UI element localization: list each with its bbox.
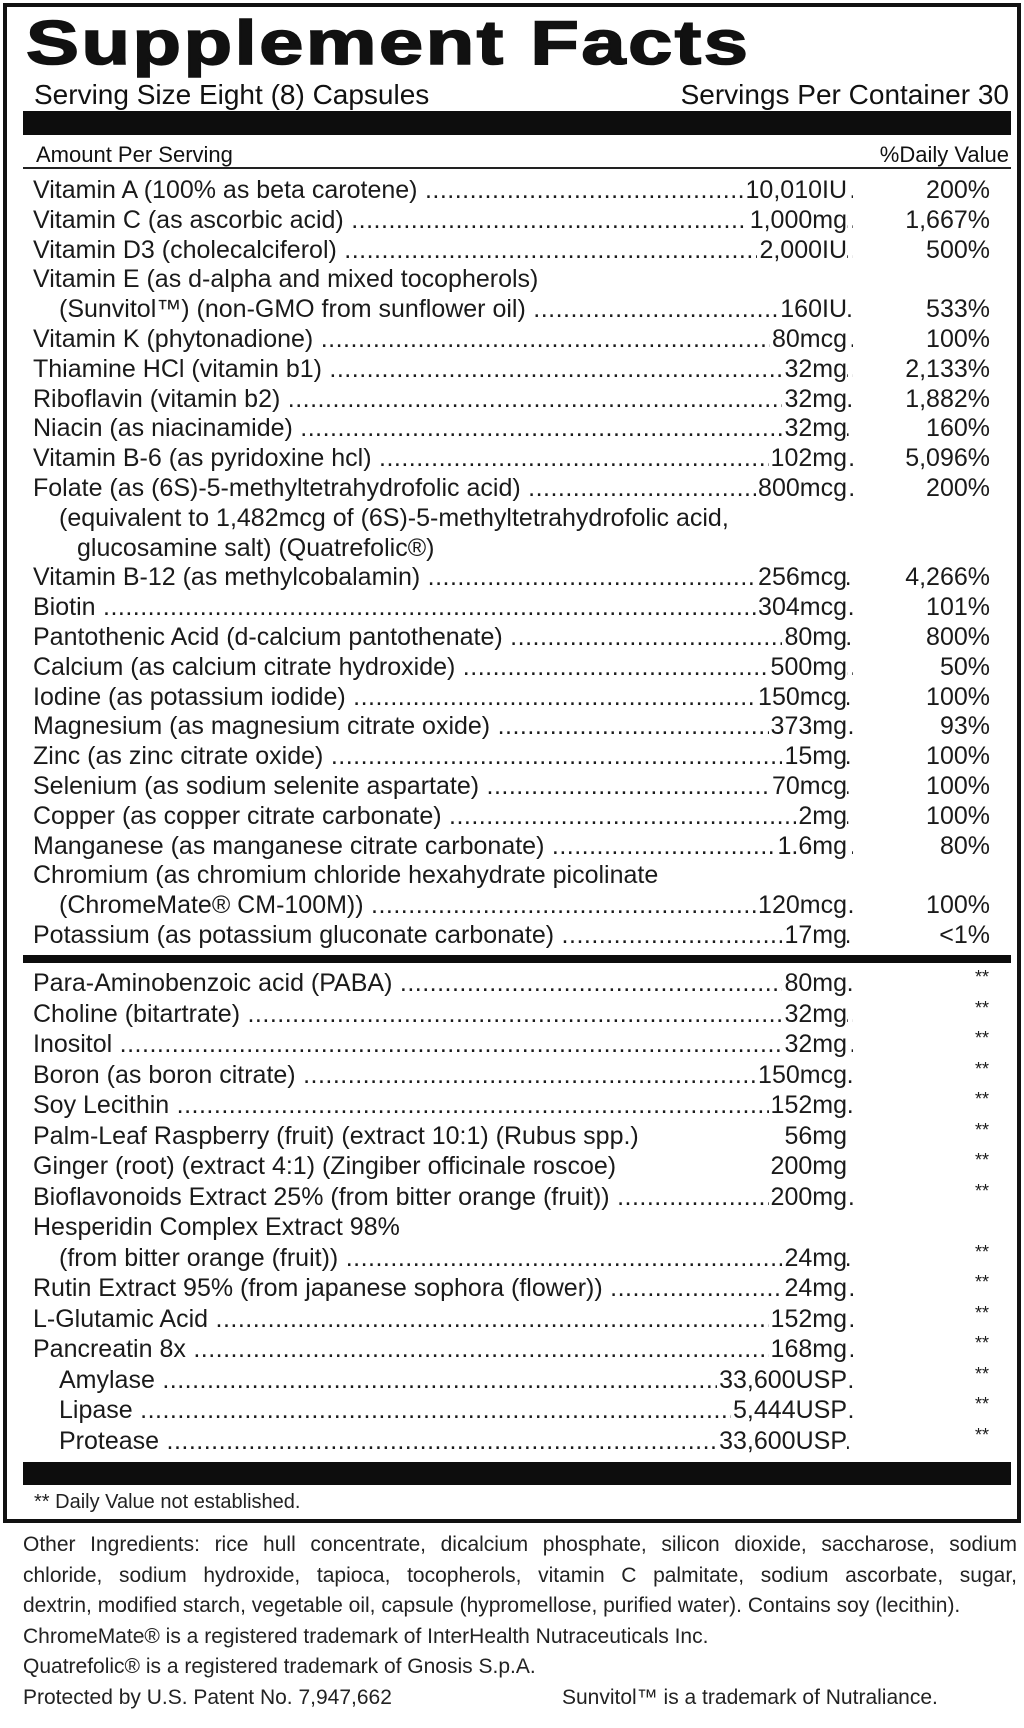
- daily-value-percent: 200%: [926, 176, 990, 204]
- daily-value-percent: **: [974, 1119, 989, 1140]
- thick-divider-bottom: [23, 1462, 1011, 1485]
- daily-value-percent: 50%: [939, 652, 990, 681]
- ingredient-name: L-Glutamic Acid .....: [33, 1304, 853, 1334]
- daily-value-percent: 4,266%: [905, 563, 990, 592]
- daily-value-percent: 100%: [926, 742, 990, 771]
- other-ingredient-row: [7, 1395, 1017, 1425]
- other-ingredient-row: [7, 1365, 1017, 1395]
- ingredient-name: Chromium (as chromium chloride hexahydrate picolinate: [33, 861, 659, 890]
- ingredient-amount: 2mg: [798, 801, 847, 830]
- nutrient-row: [7, 592, 1017, 622]
- other-ingredient-row: [7, 1151, 1017, 1181]
- ingredient-amount: 152mg: [770, 1304, 847, 1333]
- ingredient-amount: 10,010IU: [745, 176, 847, 204]
- daily-value-percent: **: [974, 1424, 989, 1445]
- ingredient-amount: 32mg: [784, 354, 847, 383]
- daily-value-percent: 100%: [926, 801, 990, 830]
- daily-value-footnote: ** Daily Value not established.: [34, 1491, 301, 1513]
- other-ingredient-row: [7, 1304, 1017, 1334]
- other-ingredient-row: [7, 1090, 1017, 1120]
- ingredient-amount: 32mg: [784, 1030, 847, 1058]
- ingredient-name: Vitamin B-12 (as methylcobalamin) .....: [33, 562, 853, 592]
- amount-per-serving-header: Amount Per Serving: [36, 142, 233, 167]
- ingredient-name: Iodine (as potassium iodide) .....: [33, 682, 853, 712]
- ingredient-name: Choline (bitartrate) .....: [33, 999, 853, 1029]
- ingredient-name: Zinc (as zinc citrate oxide) .....: [33, 741, 853, 771]
- ingredient-name: Calcium (as calcium citrate hydroxide) .....: [33, 652, 853, 682]
- ingredient-name: Thiamine HCl (vitamin b1) .....: [33, 354, 853, 384]
- ingredient-amount: 33,600USP: [719, 1426, 847, 1455]
- other-ingredients-line-2: chloride, sodium hydroxide, tapioca, tocopherols, vitamin C palmitate, sodium ascorbate, sugar,: [23, 1563, 1017, 1587]
- nutrient-row: [7, 682, 1017, 712]
- ingredient-amount: 200mg: [770, 1182, 847, 1211]
- ingredient-name: Copper (as copper citrate carbonate) .....: [33, 801, 853, 831]
- other-ingredient-row: [7, 1212, 1017, 1242]
- other-ingredient-row: [7, 968, 1017, 998]
- panel-title: Supplement Facts: [26, 9, 751, 78]
- nutrient-row: [7, 890, 1017, 920]
- ingredient-name: Para-Aminobenzoic acid (PABA) .....: [33, 968, 853, 998]
- other-ingredient-row: [7, 1334, 1017, 1364]
- other-ingredient-row: [7, 1243, 1017, 1273]
- other-ingredients-block: [23, 1530, 1017, 1713]
- ingredient-amount: 24mg: [784, 1243, 847, 1272]
- daily-value-percent: **: [974, 967, 989, 987]
- nutrient-row: [7, 562, 1017, 592]
- ingredient-name: Inositol .....: [33, 1029, 853, 1059]
- daily-value-percent: 100%: [926, 891, 990, 920]
- ingredient-name: Palm-Leaf Raspberry (fruit) (extract 10:1) (Rubus spp.): [33, 1121, 639, 1150]
- ingredient-name: (Sunvitol™) (non-GMO from sunflower oil) .....: [59, 294, 853, 324]
- daily-value-percent: **: [974, 1363, 989, 1384]
- ingredient-name: (ChromeMate® CM-100M)) .....: [59, 890, 853, 920]
- other-ingredient-row: [7, 1121, 1017, 1151]
- ingredient-amount: 70mcg: [771, 772, 847, 800]
- ingredient-amount: 373mg: [770, 712, 847, 741]
- patent-trademark-row: [23, 1683, 1017, 1714]
- nutrient-row: [7, 533, 1017, 563]
- supplement-facts-panel: [3, 3, 1021, 1523]
- ingredient-amount: 160IU: [780, 295, 847, 324]
- ingredient-name: Vitamin E (as d-alpha and mixed tocopherols): [33, 265, 539, 294]
- ingredient-name: Niacin (as niacinamide) .....: [33, 413, 853, 443]
- daily-value-percent: 1,667%: [905, 205, 990, 234]
- daily-value-percent: 2,133%: [905, 354, 990, 383]
- thick-divider-middle: [23, 955, 1011, 963]
- ingredient-amount: 2,000IU: [759, 235, 847, 264]
- other-ingredient-row: [7, 1060, 1017, 1090]
- ingredient-name: Rutin Extract 95% (from japanese sophora (flower)) .....: [33, 1273, 853, 1303]
- daily-value-percent: 100%: [926, 772, 990, 800]
- ingredient-name: Vitamin B-6 (as pyridoxine hcl) .....: [33, 443, 853, 473]
- ingredient-amount: 168mg: [770, 1335, 847, 1363]
- ingredient-name: (from bitter orange (fruit)) .....: [59, 1243, 853, 1273]
- other-ingredient-row: [7, 999, 1017, 1029]
- ingredient-name: (equivalent to 1,482mcg of (6S)-5-methyltetrahydrofolic acid,: [59, 503, 729, 532]
- ingredient-amount: 80mg: [784, 969, 847, 997]
- daily-value-percent: **: [974, 1180, 989, 1201]
- ingredient-amount: 32mg: [784, 414, 847, 443]
- thick-divider-top: [23, 111, 1011, 135]
- ingredient-amount: 17mg: [784, 921, 847, 949]
- nutrient-row: [7, 860, 1017, 890]
- ingredient-amount: 24mg: [784, 1274, 847, 1302]
- nutrient-row: [7, 175, 1017, 205]
- ingredient-name: glucosamine salt) (Quatrefolic®): [77, 533, 435, 562]
- daily-value-percent: 533%: [926, 295, 990, 324]
- chromemate-trademark: ChromeMate® is a registered trademark of InterHealth Nutraceuticals Inc.: [23, 1624, 709, 1648]
- other-ingredients-line-1: Other Ingredients: rice hull concentrate, dicalcium phosphate, silicon dioxide, saccharose, sodium: [23, 1533, 1017, 1556]
- nutrient-row: [7, 205, 1017, 235]
- daily-value-percent: **: [974, 1089, 989, 1109]
- ingredient-amount: 150mcg: [758, 682, 847, 711]
- nutrient-row: [7, 711, 1017, 741]
- ingredient-amount: 80mg: [784, 623, 847, 651]
- nutrient-row: [7, 235, 1017, 265]
- other-ingredient-row: [7, 1029, 1017, 1059]
- ingredient-amount: 5,444USP: [733, 1396, 847, 1424]
- nutrient-row: [7, 354, 1017, 384]
- daily-value-percent: 93%: [939, 712, 990, 741]
- daily-value-percent: 80%: [939, 831, 990, 860]
- ingredient-amount: 32mg: [784, 384, 847, 413]
- nutrient-row: [7, 324, 1017, 354]
- daily-value-percent: 5,096%: [905, 444, 990, 473]
- ingredient-amount: 150mcg: [758, 1060, 847, 1089]
- serving-size: Serving Size Eight (8) Capsules: [34, 79, 430, 110]
- nutrient-row: [7, 801, 1017, 831]
- nutrient-row: [7, 652, 1017, 682]
- daily-value-percent: **: [974, 1394, 989, 1414]
- nutrient-row: [7, 831, 1017, 861]
- ingredient-amount: 500mg: [770, 652, 847, 681]
- daily-value-percent: **: [974, 1302, 989, 1323]
- ingredient-name: Amylase .....: [59, 1365, 853, 1395]
- daily-value-percent: **: [974, 1150, 989, 1170]
- ingredient-amount: 304mcg: [758, 593, 847, 622]
- ingredient-name: Boron (as boron citrate) .....: [33, 1060, 853, 1090]
- nutrient-row: [7, 920, 1017, 950]
- ingredient-name: Pantothenic Acid (d-calcium pantothenate) .....: [33, 622, 853, 652]
- nutrient-row: [7, 622, 1017, 652]
- daily-value-percent: **: [974, 997, 989, 1018]
- other-ingredients-line-3: dextrin, modified starch, vegetable oil, capsule (hypromellose, purified water). Contains soy (lecithin).: [23, 1594, 961, 1617]
- ingredient-name: Biotin .....: [33, 592, 853, 622]
- daily-value-percent: 800%: [926, 623, 990, 651]
- ingredient-name: Vitamin D3 (cholecalciferol) .....: [33, 235, 853, 265]
- ingredient-name: Folate (as (6S)-5-methyltetrahydrofolic acid) .....: [33, 473, 853, 503]
- ingredient-name: Bioflavonoids Extract 25% (from bitter orange (fruit)) .....: [33, 1182, 853, 1212]
- nutrient-row: [7, 741, 1017, 771]
- ingredient-name: Pancreatin 8x .....: [33, 1334, 853, 1364]
- nutrient-row: [7, 384, 1017, 414]
- nutrient-row: [7, 473, 1017, 503]
- ingredient-amount: 800mcg: [758, 474, 847, 502]
- nutrient-row: [7, 264, 1017, 294]
- sunvitol-trademark: Sunvitol™ is a trademark of Nutraliance.: [562, 1685, 938, 1709]
- ingredient-amount: 102mg: [770, 444, 847, 473]
- ingredient-amount: 200mg: [763, 1151, 847, 1181]
- daily-value-percent: **: [974, 1272, 989, 1292]
- ingredient-amount: 120mcg: [758, 891, 847, 920]
- ingredient-amount: 152mg: [770, 1091, 847, 1119]
- other-ingredient-row: [7, 1426, 1017, 1456]
- ingredient-amount: 15mg: [784, 742, 847, 771]
- daily-value-percent: 500%: [926, 235, 990, 264]
- ingredient-name: Vitamin C (as ascorbic acid) .....: [33, 205, 853, 235]
- ingredient-name: Vitamin A (100% as beta carotene) .....: [33, 175, 853, 205]
- ingredient-amount: 1.6mg: [777, 831, 847, 860]
- ingredient-name: Ginger (root) (extract 4:1) (Zingiber officinale roscoe): [33, 1152, 617, 1180]
- daily-value-percent: 100%: [926, 682, 990, 711]
- daily-value-percent: 1,882%: [905, 384, 990, 413]
- ingredient-name: Protease .....: [59, 1426, 853, 1456]
- ingredient-name: Manganese (as manganese citrate carbonate) .....: [33, 831, 853, 861]
- ingredient-name: Lipase .....: [59, 1395, 853, 1425]
- daily-value-percent: **: [974, 1241, 989, 1262]
- daily-value-percent: 160%: [926, 414, 990, 443]
- daily-value-percent: **: [974, 1333, 989, 1353]
- patent-notice: Protected by U.S. Patent No. 7,947,662: [23, 1685, 392, 1709]
- daily-value-percent: 200%: [926, 474, 990, 502]
- other-ingredient-row: [7, 1273, 1017, 1303]
- daily-value-percent: **: [974, 1028, 989, 1048]
- nutrient-row: [7, 443, 1017, 473]
- ingredient-amount: 56mg: [776, 1121, 847, 1151]
- thin-divider: [23, 167, 1011, 169]
- ingredient-amount: 256mcg: [758, 563, 847, 592]
- ingredient-amount: 1,000mg: [749, 205, 847, 234]
- ingredient-name: Potassium (as potassium gluconate carbonate) .....: [33, 920, 853, 950]
- nutrient-row: [7, 294, 1017, 324]
- ingredient-name: Vitamin K (phytonadione) .....: [33, 324, 853, 354]
- daily-value-percent: **: [974, 1058, 989, 1079]
- ingredient-name: Riboflavin (vitamin b2) .....: [33, 384, 853, 414]
- ingredient-name: Selenium (as sodium selenite aspartate) .....: [33, 771, 853, 801]
- ingredient-name: Magnesium (as magnesium citrate oxide) .....: [33, 711, 853, 741]
- nutrient-row: [7, 503, 1017, 533]
- ingredient-name: Soy Lecithin .....: [33, 1090, 853, 1120]
- daily-value-header: %Daily Value: [879, 142, 1009, 167]
- nutrient-row: [7, 413, 1017, 443]
- nutrient-row: [7, 771, 1017, 801]
- ingredient-amount: 80mcg: [771, 325, 847, 353]
- ingredient-amount: 32mg: [784, 999, 847, 1028]
- other-ingredient-row: [7, 1182, 1017, 1212]
- ingredient-amount: 33,600USP: [719, 1365, 847, 1394]
- quatrefolic-trademark: Quatrefolic® is a registered trademark of Gnosis S.p.A.: [23, 1655, 536, 1678]
- daily-value-percent: 100%: [926, 325, 990, 353]
- servings-per-container: Servings Per Container 30: [680, 79, 1009, 110]
- ingredient-name: Hesperidin Complex Extract 98%: [33, 1213, 400, 1241]
- daily-value-percent: <1%: [939, 921, 990, 949]
- daily-value-percent: 101%: [926, 593, 990, 622]
